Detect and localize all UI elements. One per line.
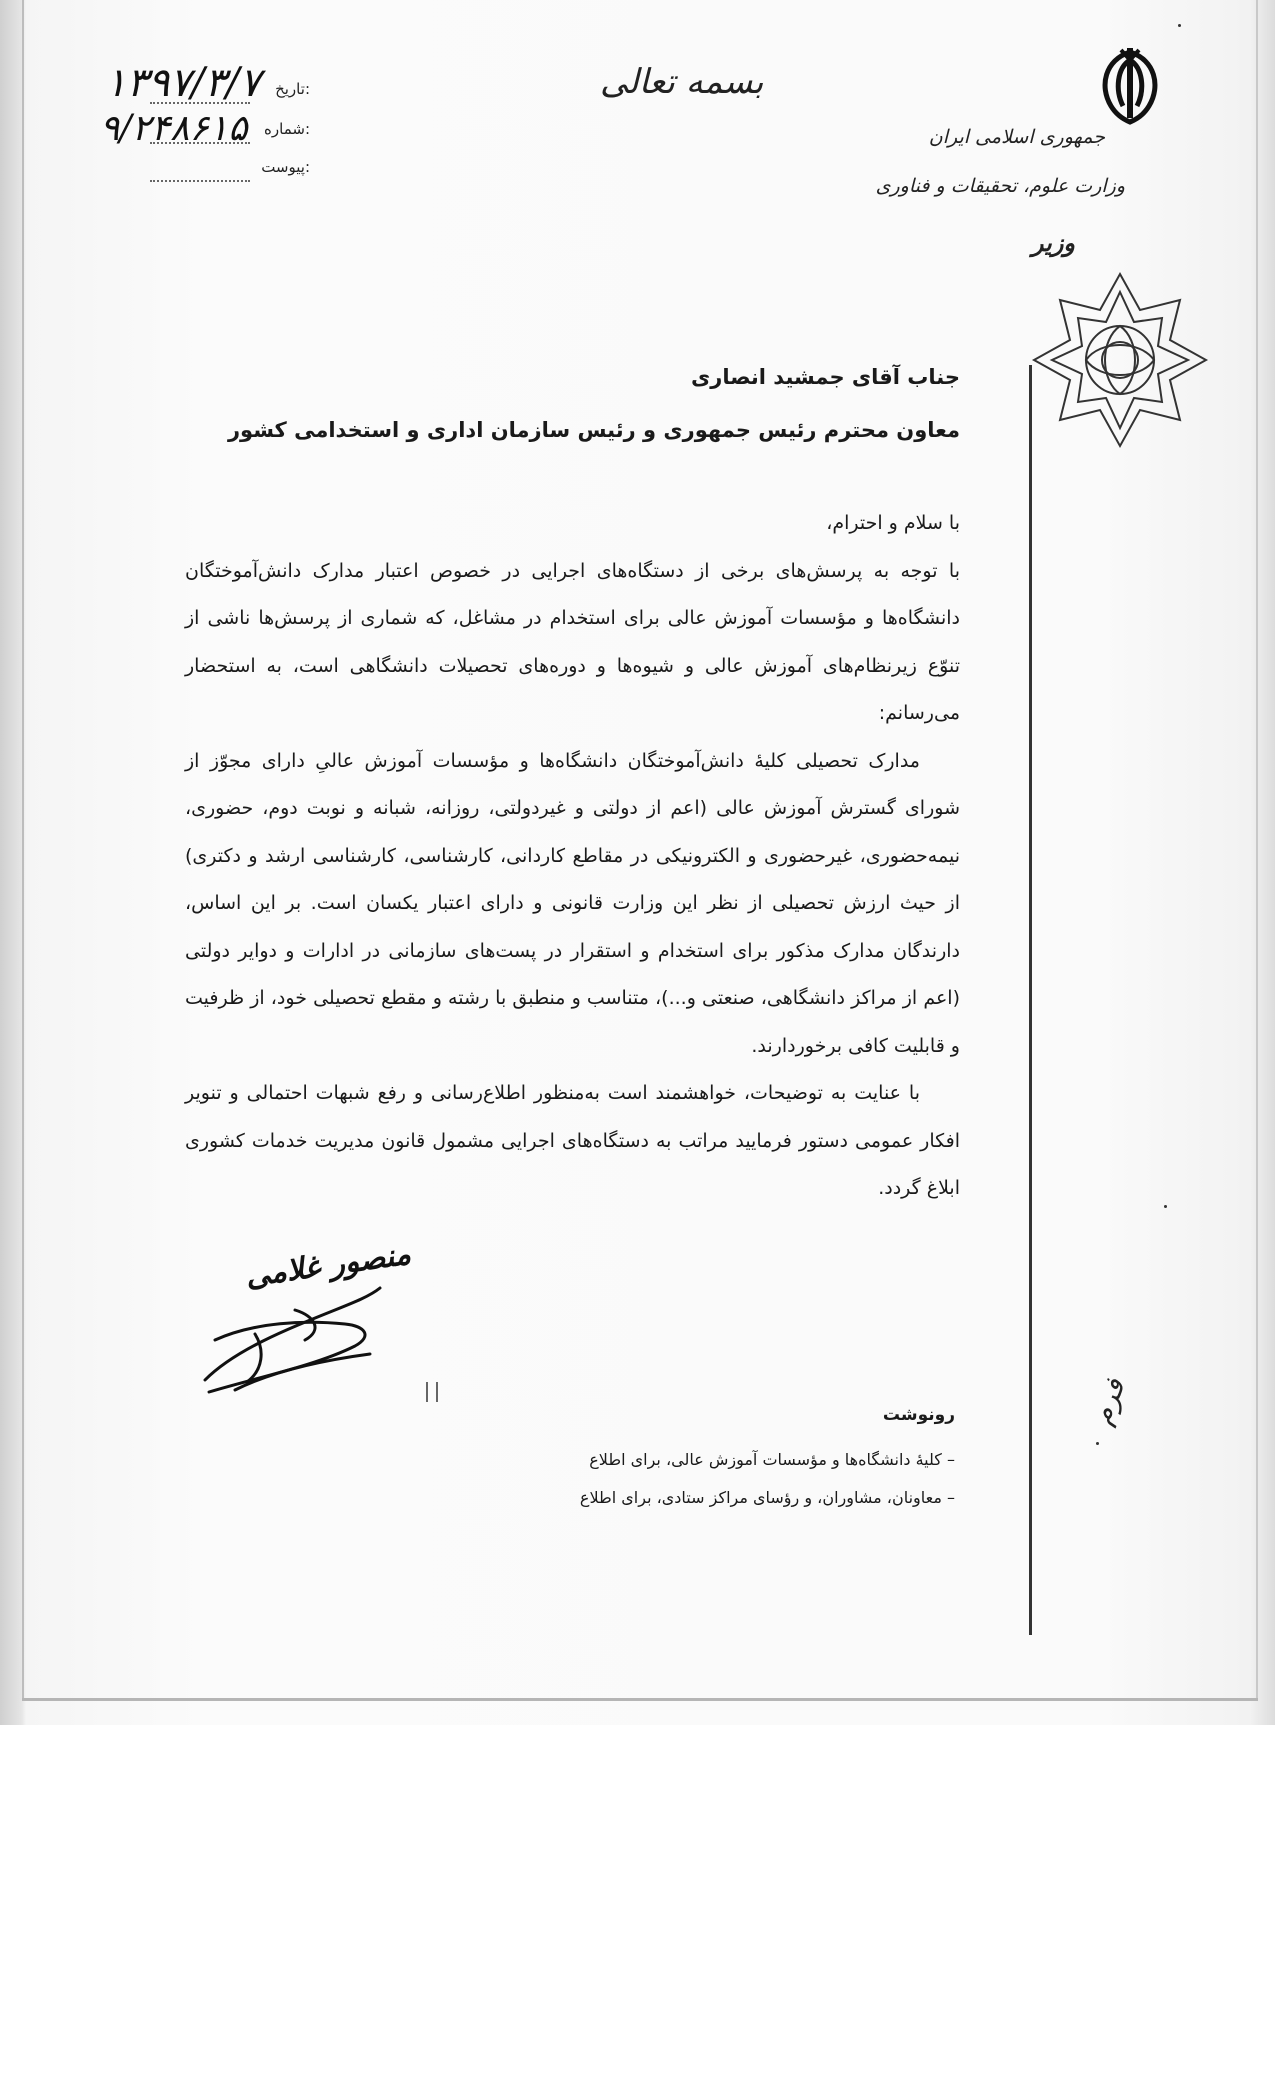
addressee-title: معاون محترم رئیس جمهوری و رئیس سازمان اداری و استخدامی کشور xyxy=(227,418,960,442)
date-value: ۱۳۹۷/۳/۷ xyxy=(105,60,261,106)
paragraph-1: با توجه به پرسش‌های برخی از دستگاه‌های اجرایی در خصوص اعتبار مدارک دانش‌آموختگان دانشگاه‌ها و مؤسسات آموزش عالی برای استخدام در مشاغل، که شماری از پرسش‌ها ناشی از تنوّع زیرنظام‌های آموزش عالی و شیوه‌ها و دوره‌های تحصیلات دانشگاهی است، به استحضار می‌رسانم: xyxy=(185,559,960,724)
margin-mark xyxy=(426,1382,438,1402)
side-handwritten-note: فرم xyxy=(1084,1374,1132,1429)
cc-item-2: – معاونان، مشاوران، و رؤسای مراکز ستادی، برای اطلاع xyxy=(579,1488,955,1507)
vertical-rule xyxy=(1029,365,1032,1635)
attachment-dots xyxy=(150,180,250,182)
attachment-row xyxy=(150,158,310,188)
bismillah: بسمه تعالی xyxy=(600,62,764,102)
cc-item-1: – کلیهٔ دانشگاه‌ها و مؤسسات آموزش عالی، برای اطلاع xyxy=(589,1450,955,1469)
speck xyxy=(1178,24,1181,27)
handwritten-signature xyxy=(195,1270,395,1400)
number-value: ۹/۲۴۸۶۱۵ xyxy=(100,108,248,149)
addressee-name: جناب آقای جمشید انصاری xyxy=(691,365,960,389)
signatory-name: منصور غلامی xyxy=(243,1236,413,1295)
org-office: وزیر xyxy=(1031,228,1075,257)
paper-edge-bottom xyxy=(22,1698,1258,1701)
attachment-label: پیوست: xyxy=(261,158,310,176)
org-ministry: وزارت علوم، تحقیقات و فناوری xyxy=(875,175,1125,197)
letter-body xyxy=(185,500,960,1213)
org-country: جمهوری اسلامی ایران xyxy=(928,126,1105,148)
paragraph-3: با عنایت به توضیحات، خواهشمند است به‌منظور اطلاع‌رسانی و رفع شبهات احتمالی و تنویر افکار عمومی دستور فرمایید مراتب به دستگاه‌های اجرایی مشمول قانون مدیریت خدمات کشوری ابلاغ گردد. xyxy=(185,1082,960,1199)
number-label: شماره: xyxy=(264,120,310,138)
ornament-icon xyxy=(1030,270,1210,450)
iran-emblem-icon xyxy=(1085,46,1175,128)
greeting: با سلام و احترام، xyxy=(826,512,960,534)
cc-title: رونوشت xyxy=(882,1405,955,1425)
speck xyxy=(1096,1442,1099,1445)
speck xyxy=(1164,1205,1167,1208)
date-label: تاریخ: xyxy=(275,80,310,98)
paper-edge-right xyxy=(1256,0,1258,1700)
paragraph-2: مدارک تحصیلی کلیهٔ دانش‌آموختگان دانشگاه‌ها و مؤسسات آموزش عالیِ دارای مجوّز از شورای گسترش آموزش عالی (اعم از دولتی و غیردولتی، روزانه، شبانه و نوبت دوم، حضوری، نیمه‌حضوری، غیرحضوری و الکترونیکی در مقاطع کاردانی، کارشناسی، کارشناسی ارشد و دکتری) از حیث ارزش تحصیلی از نظر این وزارت قانونی و دارای اعتبار یکسان است. بر این اساس، دارندگان مدارک مذکور برای استخدام و استقرار در پست‌های سازمانی در ادارات و دوایر دولتی (اعم از مراکز دانشگاهی، صنعتی و...)، متناسب و منطبق با رشته و مقطع تحصیلی خود، از ظرفیت و قابلیت کافی برخوردارند. xyxy=(185,749,960,1057)
paper-edge-left xyxy=(22,0,24,1700)
